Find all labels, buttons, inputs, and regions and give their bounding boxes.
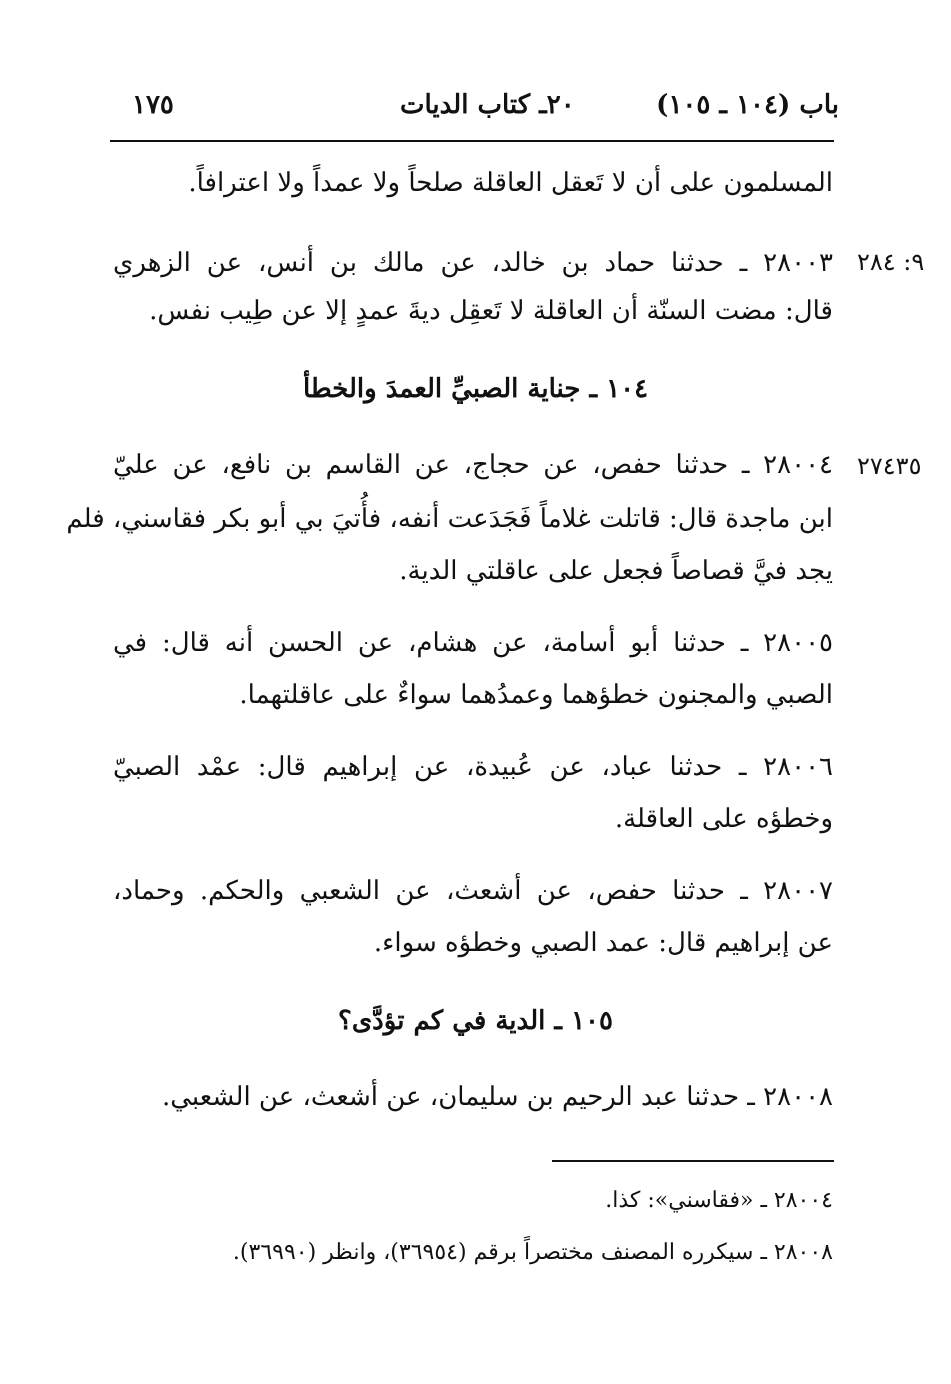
- body-line-11: ٢٨٠٠٧ ـ حدثنا حفص، عن أشعث، عن الشعبي والحكم. وحماد،: [113, 876, 833, 906]
- section-heading-105: ١٠٥ ـ الدية في كم تؤدَّى؟: [338, 1006, 613, 1036]
- body-line-10: وخطؤه على العاقلة.: [614, 804, 833, 834]
- page-number: ١٧٥: [132, 90, 174, 120]
- body-line-2: ٢٨٠٠٣ ـ حدثنا حماد بن خالد، عن مالك بن أنس، عن الزهري: [113, 248, 833, 278]
- body-line-7: ٢٨٠٠٥ ـ حدثنا أبو أسامة، عن هشام، عن الحسن أنه قال: في: [113, 628, 833, 658]
- footnote-1: ٢٨٠٠٤ ـ «فقاسني»: كذا.: [605, 1188, 833, 1213]
- margin-reference-2: ٢٧٤٣٥: [857, 452, 922, 480]
- body-line-12: عن إبراهيم قال: عمد الصبي وخطؤه سواء.: [373, 928, 833, 958]
- body-line-13: ٢٨٠٠٨ ـ حدثنا عبد الرحيم بن سليمان، عن أشعث، عن الشعبي.: [162, 1082, 833, 1112]
- body-line-6: يجد فيَّ قصاصاً فجعل على عاقلتي الدية.: [399, 556, 833, 586]
- book-title: ٢٠ـ كتاب الديات: [400, 90, 575, 120]
- footnote-2: ٢٨٠٠٨ ـ سيكرره المصنف مختصراً برقم (٣٦٩٥٤)، وانظر (٣٦٩٩٠).: [232, 1240, 833, 1265]
- footnote-rule: [552, 1160, 834, 1162]
- chapter-reference: باب (١٠٤ ـ ١٠٥): [656, 90, 839, 120]
- body-line-9: ٢٨٠٠٦ ـ حدثنا عباد، عن عُبيدة، عن إبراهيم قال: عمْد الصبيّ: [113, 752, 833, 782]
- body-line-8: الصبي والمجنون خطؤهما وعمدُهما سواءٌ على عاقلتهما.: [239, 680, 833, 710]
- section-heading-104: ١٠٤ ـ جناية الصبيِّ العمدَ والخطأ: [302, 374, 649, 404]
- body-line-4: ٢٨٠٠٤ ـ حدثنا حفص، عن حجاج، عن القاسم بن نافع، عن عليّ: [113, 450, 833, 480]
- margin-reference-1: ٩: ٢٨٤: [857, 248, 925, 276]
- body-line-3: قال: مضت السنّة أن العاقلة لا تَعقِل ديةَ عمدٍ إلا عن طِيب نفس.: [149, 296, 833, 326]
- header-rule: [110, 140, 834, 142]
- body-line-5: ابن ماجدة قال: قاتلت غلاماً فَجَدَعت أنفه، فأُتيَ بي أبو بكر فقاسني، فلم: [66, 504, 833, 534]
- body-line-1: المسلمون على أن لا تَعقل العاقلة صلحاً ولا عمداً ولا اعترافاً.: [188, 168, 833, 198]
